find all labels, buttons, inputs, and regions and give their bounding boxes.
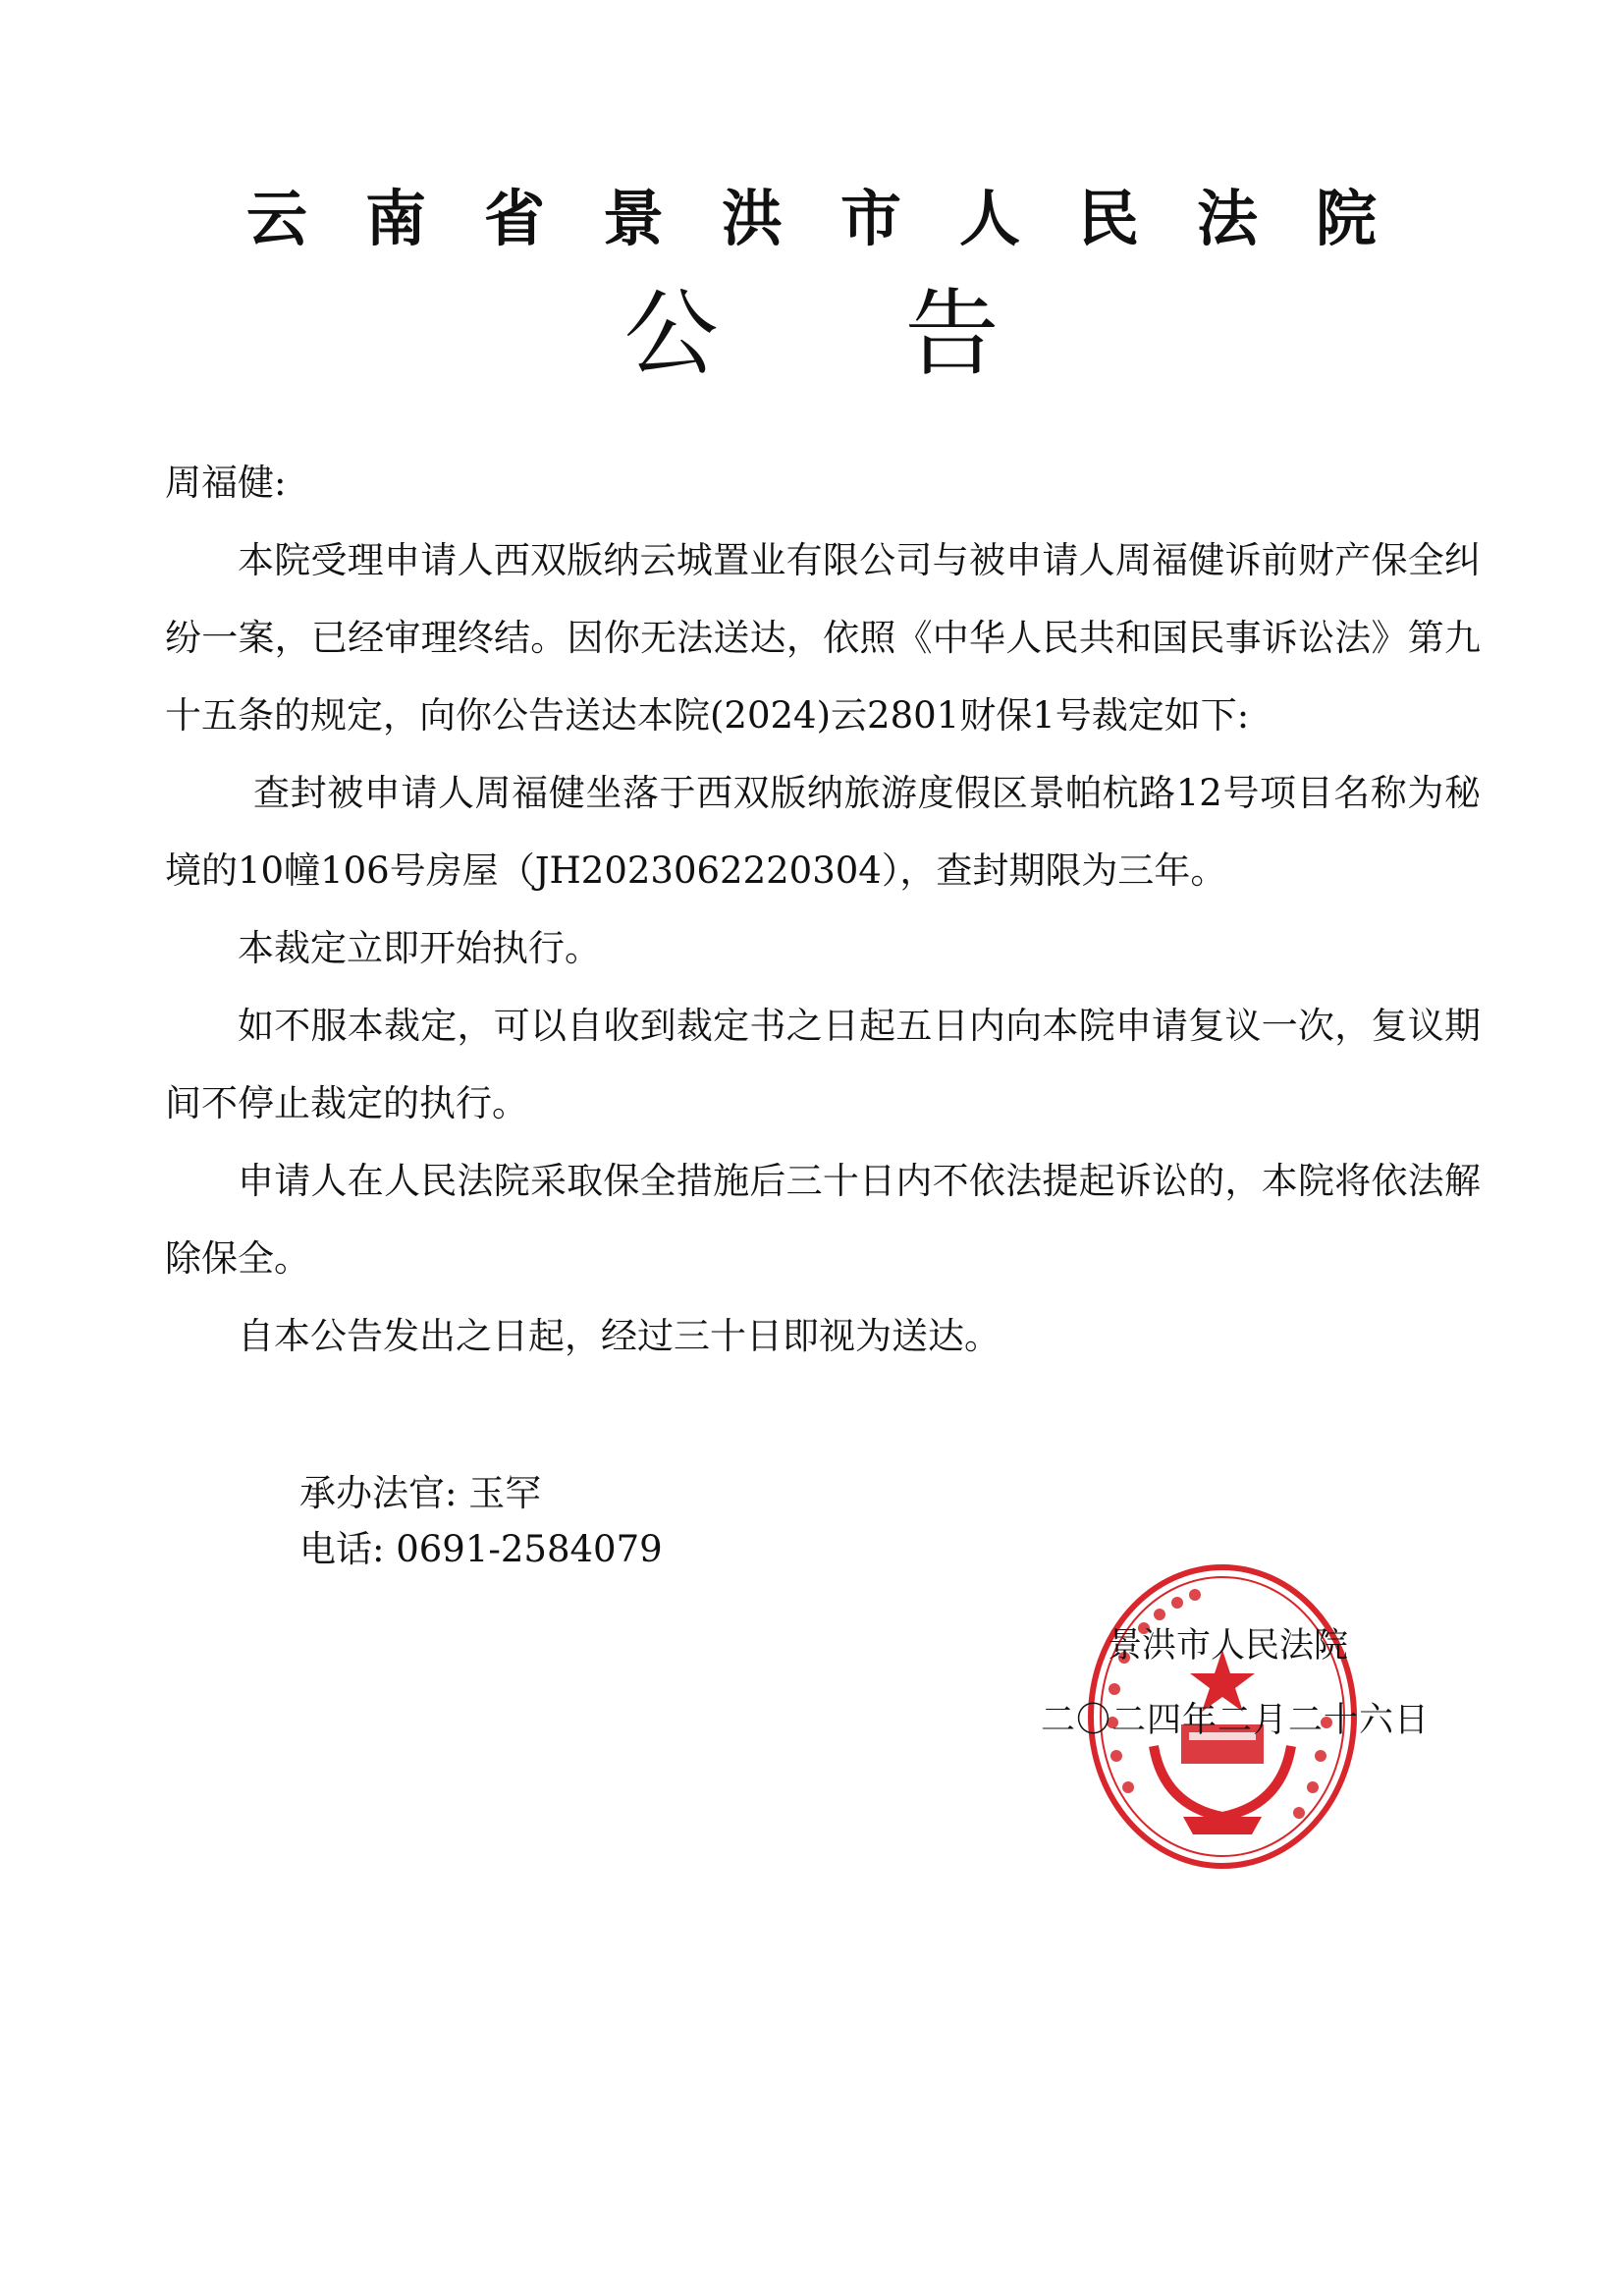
paragraph-case-summary: 本院受理申请人西双版纳云城置业有限公司与被申请人周福健诉前财产保全纠纷一案，已经审理终结。因你无法送达，依照《中华人民共和国民事诉讼法》第九十五条的规定，向你公告送达本院(2024)云2801财保1号裁定如下: [165, 539, 1481, 737]
contact-block [299, 1465, 663, 1577]
judge-line: 承办法官: 玉罕 [299, 1472, 542, 1514]
court-name-heading: 云南省景洪市人民法院 [245, 183, 1434, 254]
paragraph-ruling: 查封被申请人周福健坐落于西双版纳旅游度假区景帕杭路12号项目名称为秘境的10幢106号房屋（JH2023062220304），查封期限为三年。 [165, 772, 1481, 892]
signature-court: 景洪市人民法院 [1108, 1626, 1349, 1666]
paragraph-service: 自本公告发出之日起，经过三十日即视为送达。 [238, 1315, 1001, 1357]
notice-title: 公告 [623, 279, 1186, 389]
paragraph-reconsideration: 如不服本裁定，可以自收到裁定书之日起五日内向本院申请复议一次，复议期间不停止裁定的执行。 [165, 1005, 1481, 1124]
phone-line: 电话: 0691-2584079 [299, 1528, 663, 1570]
notice-body [165, 444, 1481, 1375]
paragraph-execution: 本裁定立即开始执行。 [238, 927, 601, 969]
addressee: 周福健: [165, 462, 287, 504]
signature-date: 二〇二四年二月二十六日 [1041, 1701, 1431, 1740]
paragraph-release: 申请人在人民法院采取保全措施后三十日内不依法提起诉讼的，本院将依法解除保全。 [165, 1160, 1481, 1280]
